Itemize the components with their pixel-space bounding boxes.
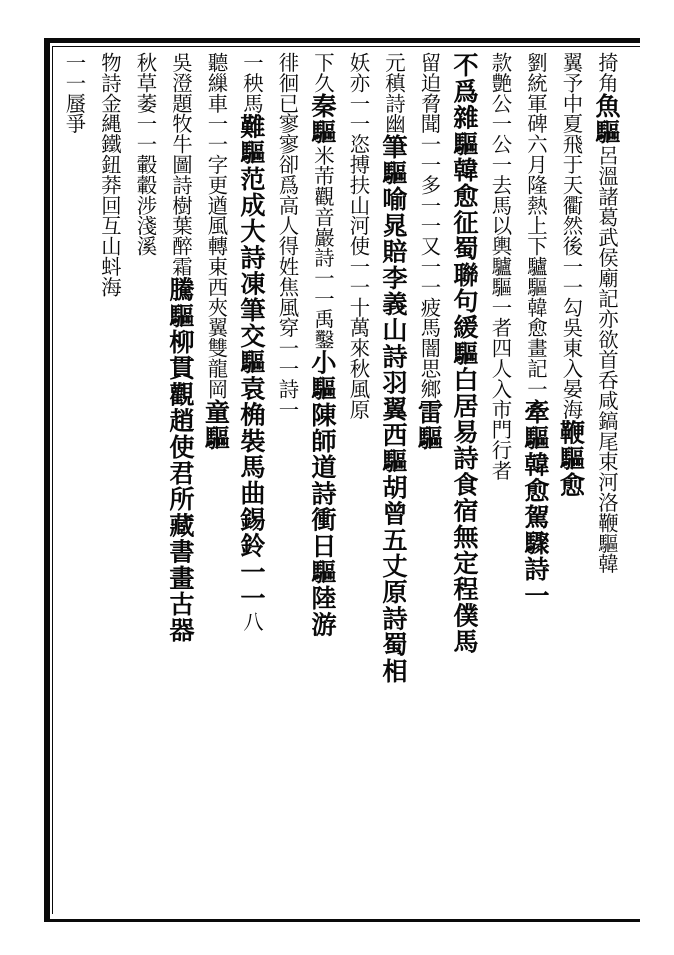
text-segment: 詩一 <box>275 378 300 420</box>
heading-word: 難驅范成大詩凍筆 <box>237 113 267 323</box>
text-segment: 掎角 <box>595 52 619 93</box>
text-segment: 多一一又一一疲馬闇思鄉 <box>417 174 442 399</box>
text-segment: 秋草萎一一 <box>133 52 158 154</box>
text-segment: 物詩金縄鐵鈕莽回互山蚪海 <box>98 52 122 297</box>
text-segment: 下久 <box>311 52 335 93</box>
heading-word: 魚驅 <box>592 92 622 146</box>
text-segment: 呂溫諸葛武侯廟記亦欲首呑咸鎬尾束河洛鞭驅韓 <box>595 145 619 574</box>
text-column-4 <box>482 52 518 908</box>
text-column-13 <box>163 52 199 908</box>
text-column-2 <box>553 52 589 908</box>
heading-word: 小驅陳師道詩衝 <box>308 349 338 533</box>
text-segment: 恣搏扶山河使一一 <box>346 133 371 297</box>
text-segment: 十萬來秋風原 <box>346 296 371 420</box>
text-segment: 劉統軍碑六月隆熱上下驢驅韓愈畫記一 <box>524 52 548 399</box>
text-segment: 翼予中夏飛于天衢然後一一勾吳東入晏海 <box>559 52 584 420</box>
text-column-14 <box>127 52 163 908</box>
text-segment: 徘徊 <box>275 52 300 93</box>
heading-word: 牽驅韓愈駕驟詩一 <box>521 398 551 609</box>
text-segment: 吳澄題牧牛圖詩樹葉醉霜 <box>169 52 193 277</box>
heading-word: 緩驅白居易詩食宿無定程僕馬 <box>450 314 480 655</box>
text-column-6 <box>411 52 447 908</box>
text-column-3 <box>518 52 554 908</box>
heading-word: 西驅胡曾五丈原詩蜀相 <box>379 421 409 684</box>
heading-word: 雷驅 <box>414 398 445 452</box>
text-segment: 風穿一一 <box>275 296 300 379</box>
text-segment: 米芾觀音巖詩一一禹鑿 <box>311 145 335 350</box>
text-segment: 蜃爭 <box>62 92 87 134</box>
heading-word: 秦驅 <box>308 92 338 146</box>
heading-word: 筆驅喻晁賠李義山詩羽翼 <box>379 133 409 422</box>
text-column-5 <box>447 52 483 908</box>
text-segment: 轂轂涉淺溪 <box>133 154 158 256</box>
text-segment: 聽繅車 <box>204 52 229 114</box>
text-segment: 元稹詩幽 <box>382 52 406 134</box>
text-segment: 迫脅聞一一 <box>417 72 442 175</box>
heading-word: 童驅 <box>201 398 232 452</box>
text-column-10 <box>269 52 305 908</box>
heading-word: 交驅袁桷裝馬曲錫鈴一一 <box>237 322 267 612</box>
text-column-9 <box>305 52 341 908</box>
text-segment: 妖亦一一 <box>346 52 371 134</box>
text-column-11 <box>234 52 270 908</box>
text-segment: 一一字更遒 <box>204 113 229 216</box>
heading-word: 日驅陸游 <box>308 532 338 638</box>
text-segment: 一秧馬 <box>240 52 264 114</box>
text-column-15 <box>92 52 128 908</box>
text-column-16 <box>56 52 92 908</box>
text-column-8 <box>340 52 376 908</box>
text-column-1 <box>589 52 625 908</box>
text-segment: 入市門行者 <box>488 378 513 481</box>
heading-word: 不爲雜驅韓愈征蜀聯句 <box>450 52 480 314</box>
text-column-7 <box>376 52 412 908</box>
text-segment: 一一 <box>62 52 87 93</box>
text-segment: 款艶公一公一去馬以輿驢驅一者四人 <box>488 52 513 379</box>
text-segment: 八 <box>240 611 264 632</box>
text-segment: 留 <box>417 52 442 73</box>
text-column-12 <box>198 52 234 908</box>
heading-word: 鞭驅愈 <box>556 419 587 498</box>
text-segment: 風轉東西夾翼雙龍岡 <box>204 215 229 399</box>
text-segment: 已寥寥卻爲高人得姓焦 <box>275 92 300 297</box>
heading-word: 騰驅柳貫觀趙使君所藏書畫古器 <box>166 276 196 644</box>
